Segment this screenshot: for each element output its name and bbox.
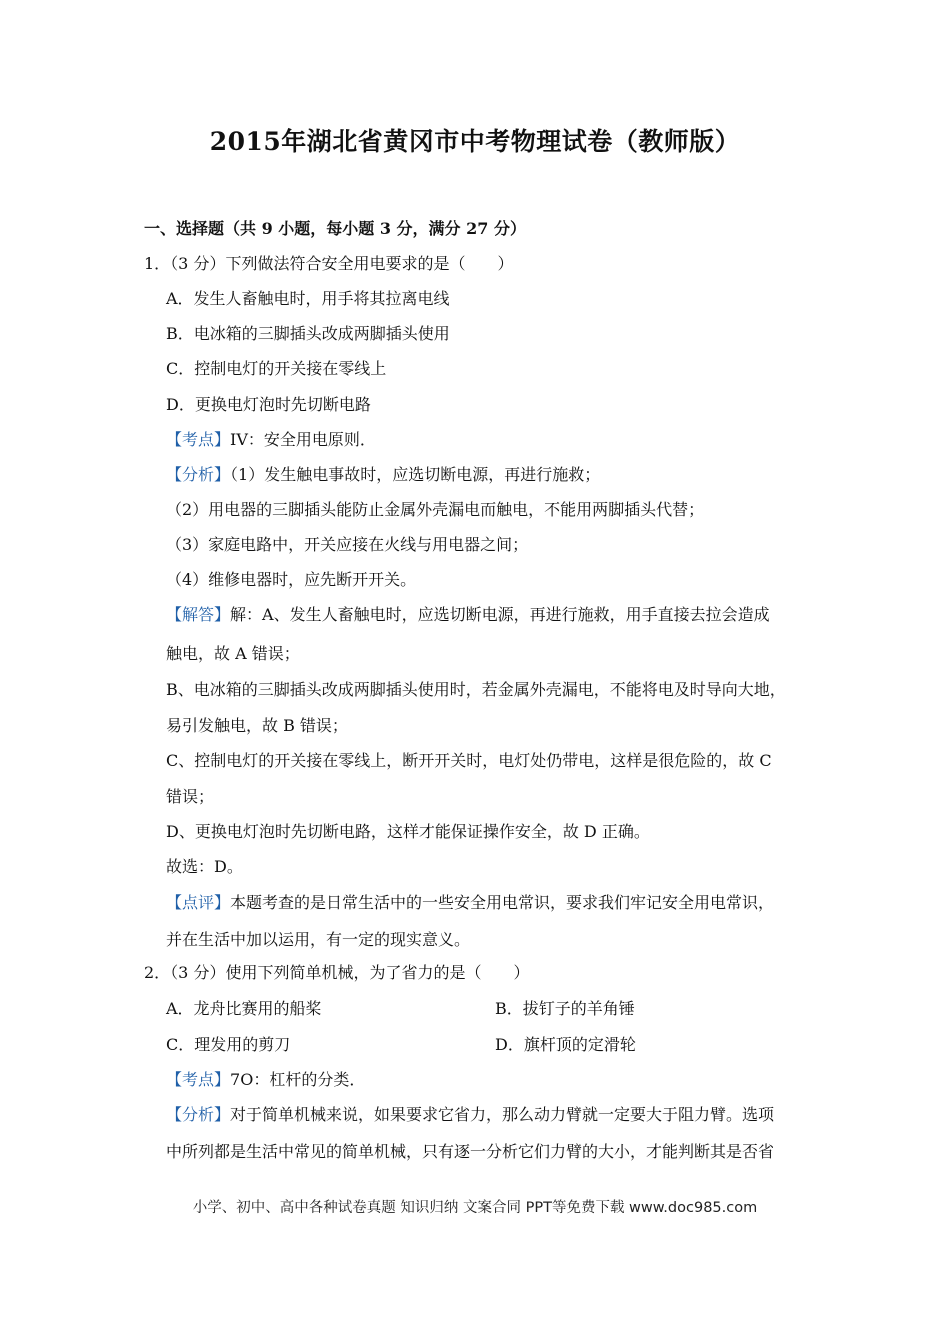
jieda-line: B、电冰箱的三脚插头改成两脚插头使用时，若金属外壳漏电，不能将电及时导向大地， (166, 680, 786, 699)
kaodian-tag: 【考点】 (166, 430, 231, 449)
q1-fenxi (166, 465, 600, 485)
kaodian-tag: 【考点】 (166, 1070, 231, 1089)
q1-option-c: C．控制电灯的开关接在零线上 (166, 359, 387, 378)
q1-dianping (166, 893, 774, 913)
jieda-answer: 故选：D。 (166, 857, 243, 876)
jieda-line: C、控制电灯的开关接在零线上，断开开关时，电灯处仍带电，这样是很危险的，故 C (166, 751, 772, 770)
q1-option-b: B．电冰箱的三脚插头改成两脚插头使用 (166, 324, 450, 343)
kaodian-text: IV：安全用电原则． (230, 430, 376, 449)
jieda-tag: 【解答】 (166, 605, 231, 624)
question-2-stem: 2．（3 分）使用下列简单机械，为了省力的是（ ） (144, 963, 530, 982)
fenxi-line: （2）用电器的三脚插头能防止金属外壳漏电而触电，不能用两脚插头代替； (166, 500, 705, 519)
page-footer: 小学、初中、高中各种试卷真题 知识归纳 文案合同 PPT等免费下载 www.doc985.com (192, 1200, 758, 1216)
q2-option-b: B．拔钉子的羊角锤 (495, 999, 635, 1018)
q2-option-c: C．理发用的剪刀 (166, 1035, 291, 1054)
fenxi-tag: 【分析】 (166, 1105, 231, 1124)
fenxi-tag: 【分析】 (166, 465, 231, 484)
jieda-line: 触电，故 A 错误； (166, 644, 300, 663)
jieda-line: D、更换电灯泡时先切断电路，这样才能保证操作安全，故 D 正确。 (166, 822, 650, 841)
fenxi-line: （4）维修电器时，应先断开开关。 (166, 570, 417, 589)
section-heading: 一、选择题（共 9 小题，每小题 3 分，满分 27 分） (144, 219, 526, 238)
jieda-line: 易引发触电，故 B 错误； (166, 716, 348, 735)
fenxi-line: 中所列都是生活中常见的简单机械，只有逐一分析它们力臂的大小，才能判断其是否省 (166, 1142, 775, 1161)
dianping-line: 本题考查的是日常生活中的一些安全用电常识，要求我们牢记安全用电常识， (230, 893, 775, 912)
fenxi-line: （1）发生触电事故时，应选切断电源，再进行施救； (230, 465, 601, 484)
fenxi-line: （3）家庭电路中，开关应接在火线与用电器之间； (166, 535, 529, 554)
q2-option-d: D．旗杆顶的定滑轮 (495, 1035, 636, 1054)
jieda-line: 错误； (166, 787, 215, 806)
page-title: 2015年湖北省黄冈市中考物理试卷（教师版） (209, 127, 741, 156)
dianping-line: 并在生活中加以运用，有一定的现实意义。 (166, 930, 471, 949)
jieda-line: 解：A、发生人畜触电时，应选切断电源，再进行施救，用手直接去拉会造成 (230, 605, 770, 624)
q1-kaodian (166, 430, 376, 450)
q2-option-a: A．龙舟比赛用的船桨 (166, 999, 322, 1018)
dianping-tag: 【点评】 (166, 893, 231, 912)
q1-option-d: D．更换电灯泡时先切断电路 (166, 395, 371, 414)
q1-jieda (166, 605, 770, 625)
question-1-stem: 1．（3 分）下列做法符合安全用电要求的是（ ） (144, 254, 514, 273)
q2-kaodian (166, 1070, 365, 1090)
fenxi-line: 对于简单机械来说，如果要求它省力，那么动力臂就一定要大于阻力臂。选项 (230, 1105, 775, 1124)
q1-option-a: A．发生人畜触电时，用手将其拉离电线 (166, 289, 450, 308)
q2-fenxi (166, 1105, 774, 1125)
kaodian-text: 7O：杠杆的分类． (230, 1070, 366, 1089)
